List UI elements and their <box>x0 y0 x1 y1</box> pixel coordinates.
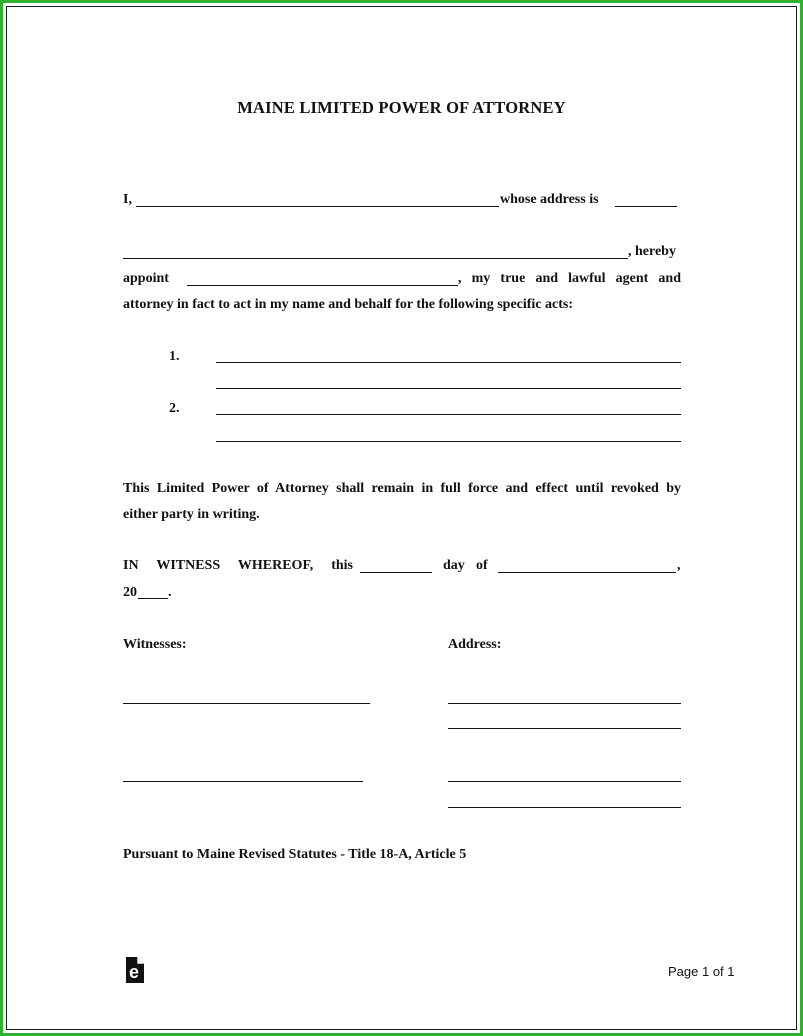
agent-name-line[interactable] <box>187 285 458 286</box>
para1-whose-address: whose address is <box>500 192 599 207</box>
witness-2-address-line-2[interactable] <box>448 807 681 808</box>
act-1-line-1[interactable] <box>216 362 681 363</box>
act-2-line-1[interactable] <box>216 414 681 415</box>
year-suffix: . <box>168 585 172 600</box>
page-number: Page 1 of 1 <box>668 964 735 979</box>
witness-word-whereof: WHEREOF, <box>237 558 314 573</box>
witness-day: day <box>443 558 465 573</box>
act-number-1: 1. <box>169 349 180 364</box>
witness-word-this: this <box>331 558 354 573</box>
day-line[interactable] <box>360 572 432 573</box>
witness-whereof-text <box>123 558 353 574</box>
act-number-2: 2. <box>169 401 180 416</box>
act-2-line-2[interactable] <box>216 441 681 442</box>
year-prefix: 20 <box>123 585 137 600</box>
witness-comma: , <box>677 558 681 573</box>
witness-word-witness: WITNESS <box>156 558 221 573</box>
address-label: Address: <box>448 637 502 652</box>
year-line[interactable] <box>138 598 168 599</box>
para1-appoint: appoint <box>123 271 169 286</box>
witness-1-signature-line[interactable] <box>123 703 370 704</box>
witness-1-address-line-2[interactable] <box>448 728 681 729</box>
witness-of: of <box>476 558 488 573</box>
para1-i: I, <box>123 192 132 207</box>
act-1-line-2[interactable] <box>216 388 681 389</box>
witness-1-address-line-1[interactable] <box>448 703 681 704</box>
para2-line-2: either party in writing. <box>123 507 260 522</box>
principal-address-line-2[interactable] <box>123 258 628 259</box>
document-title: MAINE LIMITED POWER OF ATTORNEY <box>237 98 566 117</box>
document-logo-icon <box>126 957 144 983</box>
statute-reference: Pursuant to Maine Revised Statutes - Title 18-A, Article 5 <box>123 847 467 862</box>
para1-attorney-line: attorney in fact to act in my name and behalf for the following specific acts: <box>123 297 574 312</box>
principal-address-line[interactable] <box>615 206 677 207</box>
witness-2-signature-line[interactable] <box>123 781 363 782</box>
month-line[interactable] <box>498 572 676 573</box>
para1-hereby: , hereby <box>628 244 676 259</box>
witness-2-address-line-1[interactable] <box>448 781 681 782</box>
logo-letter: e <box>129 962 140 982</box>
para2-line-1: This Limited Power of Attorney shall remain in full force and effect until revoked by <box>123 481 681 496</box>
witnesses-label: Witnesses: <box>123 637 187 652</box>
principal-name-line[interactable] <box>136 206 499 207</box>
witness-word-in: IN <box>123 558 139 573</box>
para1-agent-text: , my true and lawful agent and <box>458 271 681 286</box>
